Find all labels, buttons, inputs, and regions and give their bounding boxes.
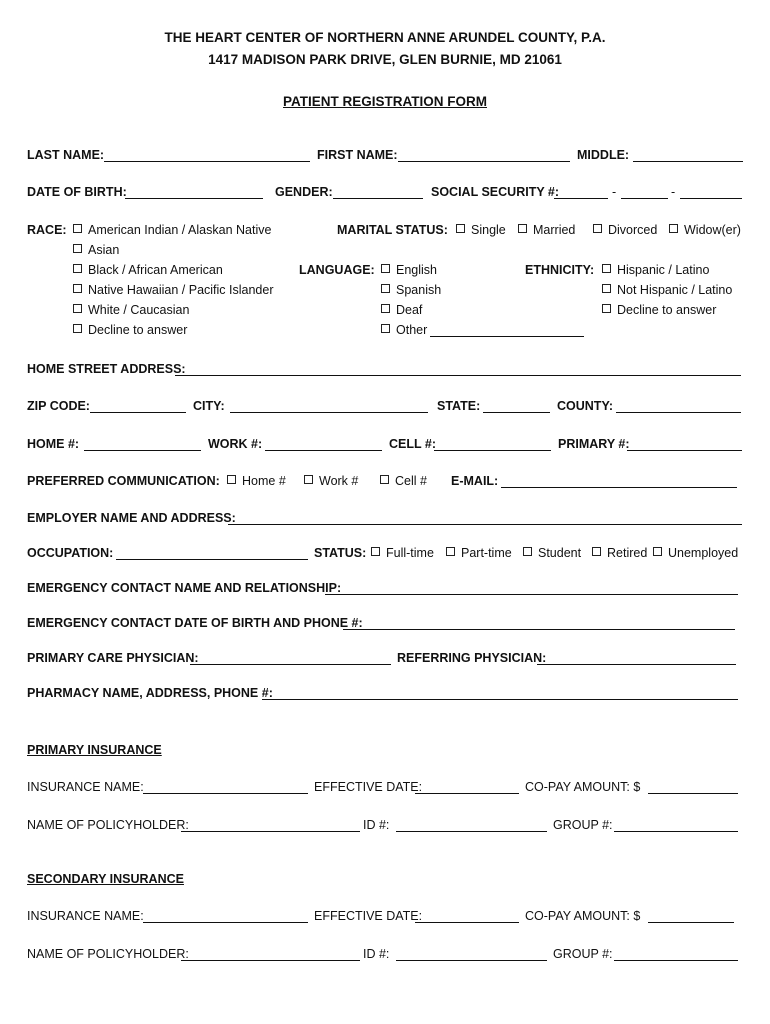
- secondary-insurance-name-label: INSURANCE NAME:: [27, 909, 144, 923]
- race-option[interactable]: [73, 222, 271, 238]
- secondary-copay-label: CO-PAY AMOUNT: $: [525, 909, 641, 923]
- home-phone-label: HOME #:: [27, 437, 80, 451]
- race-option-label: White / Caucasian: [88, 303, 190, 317]
- language-option[interactable]: [381, 322, 427, 338]
- communication-option[interactable]: [304, 473, 358, 489]
- secondary-id-field[interactable]: [396, 960, 547, 961]
- primary-phone-field[interactable]: [627, 450, 742, 451]
- work-phone-label: WORK #:: [208, 437, 263, 451]
- status-option-label: Full-time: [386, 546, 434, 560]
- race-option[interactable]: [73, 262, 223, 278]
- middle-name-label: MIDDLE:: [577, 148, 630, 162]
- preferred-communication-label: PREFERRED COMMUNICATION:: [27, 474, 220, 488]
- primary-insurance-heading: PRIMARY INSURANCE: [27, 743, 162, 757]
- language-option-label: Spanish: [396, 283, 442, 297]
- checkbox-icon[interactable]: [602, 264, 611, 273]
- home-street-address-label: HOME STREET ADDRESS:: [27, 362, 186, 376]
- checkbox-icon[interactable]: [602, 304, 611, 313]
- ethnicity-option[interactable]: [602, 302, 716, 318]
- language-option[interactable]: [381, 282, 441, 298]
- secondary-effective-date-label: EFFECTIVE DATE:: [314, 909, 423, 923]
- ethnicity-option-label: Not Hispanic / Latino: [617, 283, 733, 297]
- checkbox-icon[interactable]: [73, 304, 82, 313]
- cell-phone-label: CELL #:: [389, 437, 436, 451]
- checkbox-icon[interactable]: [518, 224, 527, 233]
- race-option[interactable]: [73, 242, 119, 258]
- checkbox-icon[interactable]: [592, 547, 601, 556]
- secondary-policyholder-field[interactable]: [181, 960, 360, 961]
- checkbox-icon[interactable]: [456, 224, 465, 233]
- primary-id-label: ID #:: [363, 818, 390, 832]
- marital-option-label: Widow(er): [684, 223, 741, 237]
- marital-option[interactable]: [593, 222, 657, 238]
- secondary-group-label: GROUP #:: [553, 947, 613, 961]
- ssn-label: SOCIAL SECURITY #:: [431, 185, 560, 199]
- status-option[interactable]: [653, 545, 738, 561]
- emergency-contact-dob-phone-label: EMERGENCY CONTACT DATE OF BIRTH AND PHONE #:: [27, 616, 363, 630]
- language-label: LANGUAGE:: [299, 263, 375, 277]
- marital-option[interactable]: [456, 222, 506, 238]
- cell-phone-field[interactable]: [434, 450, 551, 451]
- race-option-label: Black / African American: [88, 263, 223, 277]
- gender-field[interactable]: [333, 198, 423, 199]
- primary-effective-date-field[interactable]: [415, 793, 519, 794]
- marital-option[interactable]: [518, 222, 575, 238]
- race-option[interactable]: [73, 302, 189, 318]
- status-option[interactable]: [523, 545, 581, 561]
- last-name-field[interactable]: [104, 161, 310, 162]
- emergency-contact-name-field[interactable]: [325, 594, 738, 595]
- county-field[interactable]: [616, 412, 741, 413]
- status-option[interactable]: [592, 545, 647, 561]
- ethnicity-label: ETHNICITY:: [525, 263, 595, 277]
- status-option[interactable]: [446, 545, 512, 561]
- language-option[interactable]: [381, 302, 422, 318]
- checkbox-icon[interactable]: [73, 284, 82, 293]
- checkbox-icon[interactable]: [381, 284, 390, 293]
- race-option-label: Native Hawaiian / Pacific Islander: [88, 283, 274, 297]
- primary-policyholder-field[interactable]: [181, 831, 360, 832]
- status-option-label: Unemployed: [668, 546, 739, 560]
- checkbox-icon[interactable]: [593, 224, 602, 233]
- first-name-field[interactable]: [398, 161, 570, 162]
- ssn-dash: -: [612, 185, 617, 199]
- work-phone-field[interactable]: [265, 450, 382, 451]
- primary-insurance-name-field[interactable]: [143, 793, 308, 794]
- ethnicity-option[interactable]: [602, 282, 732, 298]
- checkbox-icon[interactable]: [381, 324, 390, 333]
- ethnicity-option-label: Hispanic / Latino: [617, 263, 710, 277]
- marital-option[interactable]: [669, 222, 741, 238]
- secondary-id-label: ID #:: [363, 947, 390, 961]
- dob-label: DATE OF BIRTH:: [27, 185, 127, 199]
- language-option-label: English: [396, 263, 437, 277]
- employment-status-label: STATUS:: [314, 546, 367, 560]
- race-option-label: American Indian / Alaskan Native: [88, 223, 272, 237]
- checkbox-icon[interactable]: [381, 304, 390, 313]
- checkbox-icon[interactable]: [371, 547, 380, 556]
- checkbox-icon[interactable]: [381, 264, 390, 273]
- last-name-label: LAST NAME:: [27, 148, 105, 162]
- communication-option-label: Home #: [242, 474, 286, 488]
- occupation-label: OCCUPATION:: [27, 546, 114, 560]
- race-option-label: Decline to answer: [88, 323, 188, 337]
- primary-care-physician-field[interactable]: [190, 664, 391, 665]
- checkbox-icon[interactable]: [227, 475, 236, 484]
- first-name-label: FIRST NAME:: [317, 148, 398, 162]
- city-field[interactable]: [230, 412, 428, 413]
- gender-label: GENDER:: [275, 185, 333, 199]
- form-title: PATIENT REGISTRATION FORM: [283, 94, 487, 109]
- pharmacy-field[interactable]: [262, 699, 738, 700]
- pharmacy-label: PHARMACY NAME, ADDRESS, PHONE #:: [27, 686, 273, 700]
- primary-id-field[interactable]: [396, 831, 547, 832]
- zip-code-field[interactable]: [90, 412, 186, 413]
- communication-option[interactable]: [227, 473, 286, 489]
- race-option[interactable]: [73, 282, 274, 298]
- language-option-label: Deaf: [396, 303, 423, 317]
- checkbox-icon[interactable]: [380, 475, 389, 484]
- marital-status-label: MARITAL STATUS:: [337, 223, 448, 237]
- practice-name: THE HEART CENTER OF NORTHERN ANNE ARUNDEL COUNTY, P.A.: [164, 30, 606, 45]
- secondary-group-field[interactable]: [614, 960, 738, 961]
- checkbox-icon[interactable]: [602, 284, 611, 293]
- referring-physician-label: REFERRING PHYSICIAN:: [397, 651, 547, 665]
- ethnicity-option[interactable]: [602, 262, 709, 278]
- middle-name-field[interactable]: [633, 161, 743, 162]
- marital-option-label: Divorced: [608, 223, 658, 237]
- secondary-insurance-name-field[interactable]: [143, 922, 308, 923]
- email-field[interactable]: [501, 487, 737, 488]
- marital-option-label: Single: [471, 223, 506, 237]
- checkbox-icon[interactable]: [73, 324, 82, 333]
- language-other-field[interactable]: [430, 336, 584, 337]
- checkbox-icon[interactable]: [446, 547, 455, 556]
- ethnicity-option-label: Decline to answer: [617, 303, 717, 317]
- checkbox-icon[interactable]: [669, 224, 678, 233]
- checkbox-icon[interactable]: [304, 475, 313, 484]
- language-option-label: Other: [396, 323, 428, 337]
- communication-option[interactable]: [380, 473, 427, 489]
- practice-address: 1417 MADISON PARK DRIVE, GLEN BURNIE, MD 21061: [208, 52, 562, 67]
- primary-copay-label: CO-PAY AMOUNT: $: [525, 780, 641, 794]
- secondary-policyholder-label: NAME OF POLICYHOLDER:: [27, 947, 189, 961]
- status-option-label: Part-time: [461, 546, 512, 560]
- secondary-effective-date-field[interactable]: [415, 922, 519, 923]
- city-label: CITY:: [193, 399, 225, 413]
- primary-group-label: GROUP #:: [553, 818, 613, 832]
- race-label: RACE:: [27, 223, 67, 237]
- dob-field[interactable]: [125, 198, 263, 199]
- ssn-dash: -: [671, 185, 676, 199]
- county-label: COUNTY:: [557, 399, 614, 413]
- ssn-field-2[interactable]: [621, 198, 668, 199]
- occupation-field[interactable]: [116, 559, 308, 560]
- marital-option-label: Married: [533, 223, 576, 237]
- employer-label: EMPLOYER NAME AND ADDRESS:: [27, 511, 236, 525]
- status-option-label: Retired: [607, 546, 648, 560]
- primary-phone-label: PRIMARY #:: [558, 437, 630, 451]
- primary-copay-field[interactable]: [648, 793, 738, 794]
- primary-insurance-name-label: INSURANCE NAME:: [27, 780, 144, 794]
- checkbox-icon[interactable]: [73, 264, 82, 273]
- emergency-contact-name-label: EMERGENCY CONTACT NAME AND RELATIONSHIP:: [27, 581, 342, 595]
- home-phone-field[interactable]: [84, 450, 201, 451]
- ssn-field-3[interactable]: [680, 198, 742, 199]
- checkbox-icon[interactable]: [523, 547, 532, 556]
- checkbox-icon[interactable]: [73, 244, 82, 253]
- primary-effective-date-label: EFFECTIVE DATE:: [314, 780, 423, 794]
- language-option[interactable]: [381, 262, 437, 278]
- employer-field[interactable]: [228, 524, 742, 525]
- race-option[interactable]: [73, 322, 187, 338]
- state-label: STATE:: [437, 399, 481, 413]
- email-label: E-MAIL:: [451, 474, 499, 488]
- checkbox-icon[interactable]: [653, 547, 662, 556]
- secondary-insurance-heading: SECONDARY INSURANCE: [27, 872, 184, 886]
- emergency-contact-dob-phone-field[interactable]: [343, 629, 735, 630]
- communication-option-label: Work #: [319, 474, 359, 488]
- status-option-label: Student: [538, 546, 582, 560]
- primary-care-physician-label: PRIMARY CARE PHYSICIAN:: [27, 651, 199, 665]
- checkbox-icon[interactable]: [73, 224, 82, 233]
- ssn-field-1[interactable]: [554, 198, 608, 199]
- zip-code-label: ZIP CODE:: [27, 399, 90, 413]
- home-street-address-field[interactable]: [175, 375, 741, 376]
- referring-physician-field[interactable]: [537, 664, 736, 665]
- primary-policyholder-label: NAME OF POLICYHOLDER:: [27, 818, 189, 832]
- status-option[interactable]: [371, 545, 434, 561]
- primary-group-field[interactable]: [614, 831, 738, 832]
- communication-option-label: Cell #: [395, 474, 427, 488]
- state-field[interactable]: [483, 412, 550, 413]
- race-option-label: Asian: [88, 243, 120, 257]
- secondary-copay-field[interactable]: [648, 922, 734, 923]
